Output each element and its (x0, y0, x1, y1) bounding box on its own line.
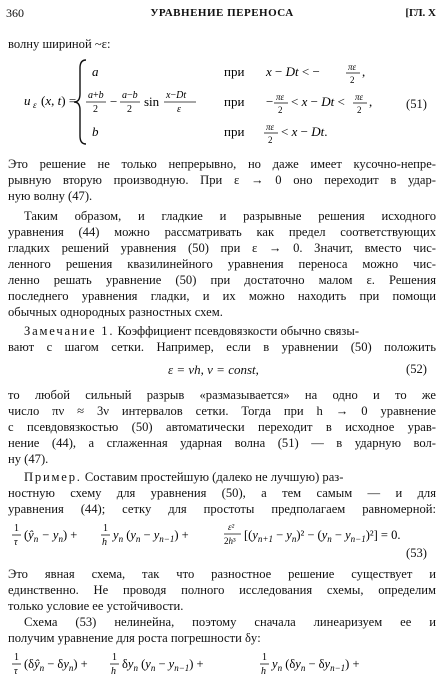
para4-line1: Это явная схема, так что разностное решение существует и (8, 567, 436, 581)
intro-text: волну шириной ~ε: (8, 37, 111, 51)
para2-line1: Таким образом, и гладкие и разрывные решения исходного (24, 209, 436, 223)
para3-line5: ну (47). (8, 452, 49, 466)
para1-line2: рывную вторую производную. При ε → 0 оно переходит в удар- (8, 173, 436, 187)
example-line2: ностную схему для уравнения (50), а тем самым — и для (8, 486, 436, 500)
svg-text:2: 2 (127, 104, 132, 115)
svg-text:τ: τ (14, 666, 18, 677)
svg-text:2: 2 (350, 75, 355, 85)
page-number: 360 (6, 6, 24, 20)
svg-text:sin: sin (144, 94, 160, 109)
para1-line1: Это решение не только непрерывно, но даже имеет кусочно-непре- (8, 157, 436, 171)
svg-text:1: 1 (14, 652, 19, 663)
chapter-label: [ГЛ. X (405, 7, 436, 19)
svg-text:2: 2 (93, 104, 98, 115)
svg-text:−: − (110, 94, 118, 109)
svg-text:x−Dt: x−Dt (166, 90, 187, 101)
para3-line4: нение (44), а сглаженная ударная волна (51) — в ударную вол- (8, 436, 436, 450)
svg-text:2: 2 (278, 105, 283, 115)
para3-line3: с псевдовязкостью (50) автоматически переходит в исходное урав- (8, 420, 436, 434)
svg-text:1: 1 (14, 523, 19, 534)
para2-line7: обычных однородных разностных схем. (8, 305, 223, 319)
para5-line1: Схема (53) нелинейна, поэтому сначала линеаризуем ее и (24, 615, 436, 629)
equation-51-number: (51) (406, 97, 427, 111)
svg-text:yn (yn − yn−1) +: $y_n$ $(y_n - y_{n-1})$ + (113, 528, 189, 544)
svg-text:2: 2 (357, 105, 362, 115)
para2-line2: уравнения (44) можно рассматривать как предел соответствующих (8, 225, 436, 239)
svg-text:при: при (224, 124, 245, 139)
para3-line2: число πν ≈ 3ν интервалов сетки. Тогда при h → 0 уравнение (8, 404, 436, 418)
svg-text:u: u (24, 93, 31, 108)
svg-text:x − Dt < −: x − Dt < − (266, 64, 320, 79)
svg-text:ε: ε (177, 104, 181, 115)
svg-text:1: 1 (262, 652, 267, 663)
svg-text:,: , (369, 94, 373, 109)
svg-text:ε: ε (33, 100, 37, 110)
svg-text:−: − (266, 94, 274, 109)
svg-text:(ŷn − yn) +: $(ŷ_n - y_n)$ + (24, 528, 78, 544)
para2-line4: ленного решения квазилинейного уравнения переноса можно чис- (8, 257, 436, 271)
para4-line3: только условие ее устойчивости. (8, 599, 184, 613)
svg-text:πε: πε (348, 62, 357, 72)
para1-line3: ную волну (47). (8, 189, 93, 203)
svg-text:τ: τ (14, 537, 18, 548)
svg-text:πε: πε (355, 92, 364, 102)
svg-text:при: при (224, 64, 245, 79)
svg-text:b: b (92, 124, 99, 139)
running-title: УРАВНЕНИЕ ПЕРЕНОСА (150, 7, 294, 19)
svg-text:πε: πε (266, 122, 275, 132)
svg-text:[(yn+1 − yn)² − (yn − yn−1)²]: $[(y_{n+1} - y_n)^2 - (y_n - y_{n-1})^2] = 0$. (244, 528, 401, 544)
svg-text:1: 1 (103, 523, 108, 534)
svg-text:2h³: 2h³ (224, 536, 236, 546)
svg-text:δyn (yn − yn−1) +: $\delta y_n$ $(y_n - y_{n-1})$ + (122, 657, 204, 673)
equation-54 (0, 644, 444, 699)
remark-label: Замечание 1. Коэффициент псевдовязкости обычно связы- (24, 324, 360, 338)
equation-51 (0, 52, 444, 152)
para2-line5: ленно решать уравнение (50) при достаточно малом ε. Решения (8, 273, 436, 287)
svg-text:a−b: a−b (122, 90, 138, 101)
remark-line2: вают с шагом сетки. Например, если в уравнении (50) положить (8, 340, 436, 354)
equation-53 (0, 516, 444, 556)
svg-text:a: a (92, 64, 99, 79)
para2-line3: гладких решений уравнения (50) при ε → 0. Значит, вместо чис- (8, 241, 436, 255)
para3-line1: то любой сильный разрыв «размазывается» на одно и то же (8, 388, 436, 402)
svg-text:h: h (261, 666, 266, 677)
svg-text:< x − Dt.: < x − Dt. (281, 124, 328, 139)
equation-52-number: (52) (406, 362, 427, 376)
svg-text:ε²: ε² (228, 522, 235, 532)
svg-text:< x − Dt <: < x − Dt < (291, 94, 345, 109)
para2-line6: последнего уравнения гладки, и их можно находить при помощи (8, 289, 436, 303)
para5-line2: получим уравнение для роста погрешности δy: (8, 631, 261, 645)
example-line3: уравнения (44); сетку для простоты предполагаем равномерной: (8, 502, 436, 516)
equation-53-number: (53) (406, 546, 427, 560)
svg-text:1: 1 (112, 652, 117, 663)
svg-text:при: при (224, 94, 245, 109)
svg-text:(δŷn − δyn) +: $(\delta ŷ_n - \delta y_n)$ + (24, 657, 88, 673)
svg-text:yn (δyn − δyn−1) +: $y_n$ $(\delta y_n - \delta y_{n-1})$ + (272, 657, 360, 673)
svg-text:(x, t) =: (x, t) = (41, 93, 77, 108)
svg-text:2: 2 (268, 135, 273, 145)
svg-text:h: h (111, 666, 116, 677)
svg-text:πε: πε (276, 92, 285, 102)
svg-text:a+b: a+b (88, 90, 104, 101)
svg-text:,: , (362, 64, 366, 79)
example-line1: Пример. Составим простейшую (далеко не лучшую) раз- (24, 470, 344, 484)
para4-line2: единственно. Не проводя полного исследования схемы, определим (8, 583, 436, 597)
svg-text:h: h (102, 537, 107, 548)
equation-52: ε = νh, ν = const, (168, 362, 259, 377)
